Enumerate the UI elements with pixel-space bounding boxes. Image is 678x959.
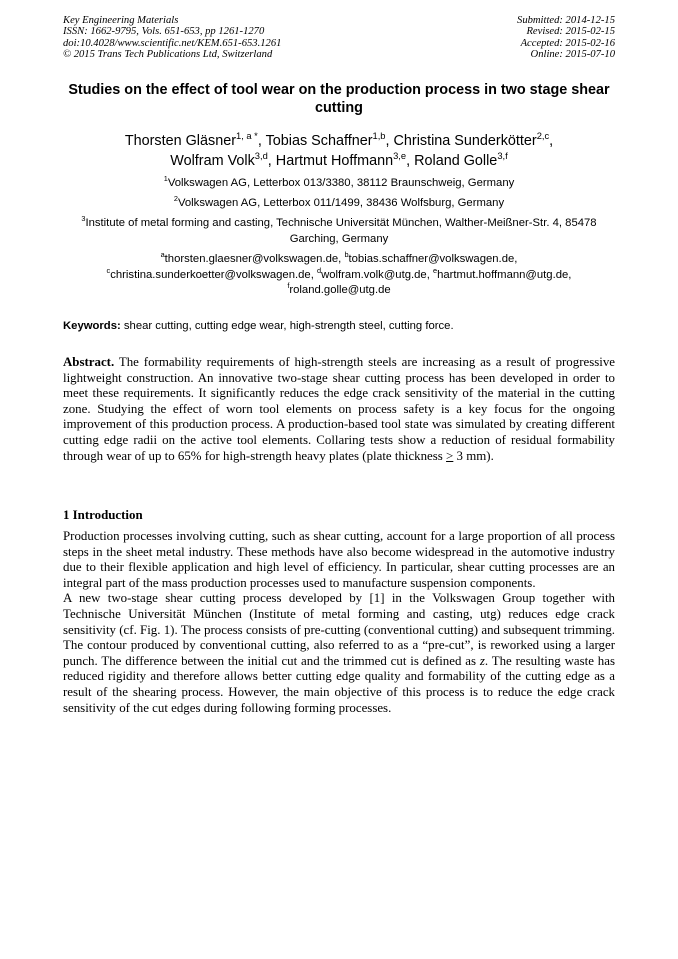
keywords-text: shear cutting, cutting edge wear, high-strength steel, cutting force. bbox=[120, 320, 454, 332]
keywords bbox=[63, 319, 615, 334]
paragraph-text: A new two-stage shear cutting process developed by [1] in the Volkswagen Group together with Technische Universität München (Institute of metal forming and casting, utg) reduces edge crack sensitivity (cf. Fig. 1). The process consists of pre-cutting (conventional cutting) and subsequent trimming. The contour produced by conventional cutting, also referred to as a “pre-cut”, is reworked using a larger punch. The difference between the initial cut and the trimmed cut is defined as bbox=[63, 591, 615, 668]
issn-line: ISSN: 1662-9795, Vols. 651-653, pp 1261-1270 bbox=[63, 26, 265, 38]
revised-date: Revised: 2015-02-15 bbox=[526, 26, 615, 38]
email-list: $^a$thorsten.glaesner@volkswagen.de, $^b$tobias.schaffner@volkswagen.de, $^c$christina.sunderkoetter@volkswagen.de, $^d$wolfram.volk@utg.de, $^e$hartmut.hoffmann@utg.de, $^f$roland.golle@utg.de bbox=[106, 250, 572, 296]
author-name: Roland Golle bbox=[414, 153, 498, 169]
variable-z: z bbox=[479, 653, 485, 668]
accepted-date: Accepted: 2015-02-16 bbox=[520, 37, 615, 49]
online-date: Online: 2015-07-10 bbox=[530, 49, 615, 61]
affiliation-marker: 2 bbox=[173, 194, 178, 204]
paragraph bbox=[63, 591, 615, 716]
email-link[interactable]: christina.sunderkoetter@volkswagen.de bbox=[110, 268, 311, 281]
paragraph-text: . The resulting waste has reduced rigidity and therefore allows better cutting edge quality and formability of the cutting edge as a result of the shearing process. However, the main objective of this process is to reduce the edge crack sensitivity of the cut edges during following forming processes. bbox=[63, 653, 615, 715]
affiliation-marker: 3 bbox=[81, 214, 86, 224]
email-link[interactable]: roland.golle@utg.de bbox=[289, 284, 391, 296]
abstract-tail: 3 mm). bbox=[453, 448, 494, 463]
affiliation-text: Volkswagen AG, Letterbox 011/1499, 38436 Wolfsburg, Germany bbox=[177, 197, 505, 209]
submission-dates bbox=[517, 15, 615, 61]
abstract-label: Abstract. bbox=[63, 355, 115, 369]
author-name: Christina Sunderkötter bbox=[393, 133, 537, 149]
affiliation-text: Volkswagen AG, Letterbox 013/3380, 38112 Braunschweig, Germany bbox=[167, 177, 515, 189]
section-heading: 1 Introduction bbox=[63, 508, 143, 522]
affiliations bbox=[58, 175, 620, 251]
author-marker: 3,f bbox=[497, 151, 508, 162]
author-name: Thorsten Gläsner bbox=[124, 133, 236, 149]
author-name: Tobias Schaffner bbox=[265, 133, 373, 149]
email-marker: f bbox=[287, 281, 290, 291]
doi-line[interactable]: doi:10.4028/www.scientific.net/KEM.651-653.1261 bbox=[63, 37, 282, 49]
copyright-line: © 2015 Trans Tech Publications Ltd, Switzerland bbox=[63, 49, 273, 61]
email-marker: e bbox=[433, 265, 438, 275]
email-link[interactable]: hartmut.hoffmann@utg.de bbox=[437, 268, 569, 281]
submitted-date: Submitted: 2014-12-15 bbox=[517, 15, 615, 26]
author-name: Hartmut Hoffmann bbox=[275, 153, 394, 169]
email-marker: a bbox=[160, 250, 165, 260]
author-marker: 2,c bbox=[536, 131, 550, 142]
affiliation-text: Institute of metal forming and casting, Technische Universität München, Walther-Meißner-Str. 4, 85478 Garching, Germany bbox=[85, 217, 597, 245]
author-marker: 1,b bbox=[372, 131, 386, 142]
email-marker: d bbox=[316, 265, 322, 275]
author-marker: 3,d bbox=[254, 151, 268, 162]
paper-title: Studies on the effect of tool wear on the production process in two stage shear cutting bbox=[68, 82, 610, 116]
keywords-label: Keywords: bbox=[63, 320, 121, 332]
journal-info bbox=[63, 15, 281, 61]
affiliation bbox=[58, 195, 620, 211]
introduction-body bbox=[63, 529, 615, 716]
abstract bbox=[63, 355, 615, 464]
author-marker: 1, a * bbox=[236, 131, 258, 142]
email-marker: c bbox=[106, 265, 111, 275]
affiliation bbox=[58, 175, 620, 191]
email-link[interactable]: wolfram.volk@utg.de bbox=[321, 268, 427, 281]
author-list: Thorsten Gläsner$^{1, a *}$, Tobias Schaffner$^{1,b}$, Christina Sunderkötter$^{2,c}$, Wolfram Volk$^{3,d}$, Hartmut Hoffmann$^{3,e}$, Roland Golle$^{3,f}$ bbox=[124, 131, 554, 169]
geq-symbol: > bbox=[446, 448, 454, 463]
paragraph: Production processes involving cutting, such as shear cutting, account for a large proportion of all process steps in the sheet metal industry. These methods have also become widespread in the automotive industry due to their flexible application and high level of efficiency. In particular, shear cutting processes are an integral part of the mass production processes used to manufacture suspension components. bbox=[63, 529, 615, 590]
affiliation-marker: 1 bbox=[163, 174, 168, 184]
email-marker: b bbox=[344, 250, 349, 260]
affiliation bbox=[58, 215, 620, 247]
email-link[interactable]: thorsten.glaesner@volkswagen.de bbox=[164, 253, 339, 265]
abstract-text: The formability requirements of high-strength steels are increasing as a result of progressive lightweight construction. An innovative two-stage shear cutting process has been developed in order to meet these requirements. It significantly reduces the edge crack sensitivity of the material in the cutting zone. Studying the effect of worn tool elements on process safety is a key focus for the ongoing improvement of this production process. A production-based tool state was simulated by creating different cutting edge radii on the active tool elements. Collaring tests show a reduction of residual formability through wear of up to 65% for high-strength heavy plates (plate thickness bbox=[63, 355, 615, 463]
author-name: Wolfram Volk bbox=[170, 153, 255, 169]
author-marker: 3,e bbox=[393, 151, 407, 162]
email-link[interactable]: tobias.schaffner@volkswagen.de bbox=[348, 253, 515, 265]
journal-name: Key Engineering Materials bbox=[63, 15, 179, 26]
